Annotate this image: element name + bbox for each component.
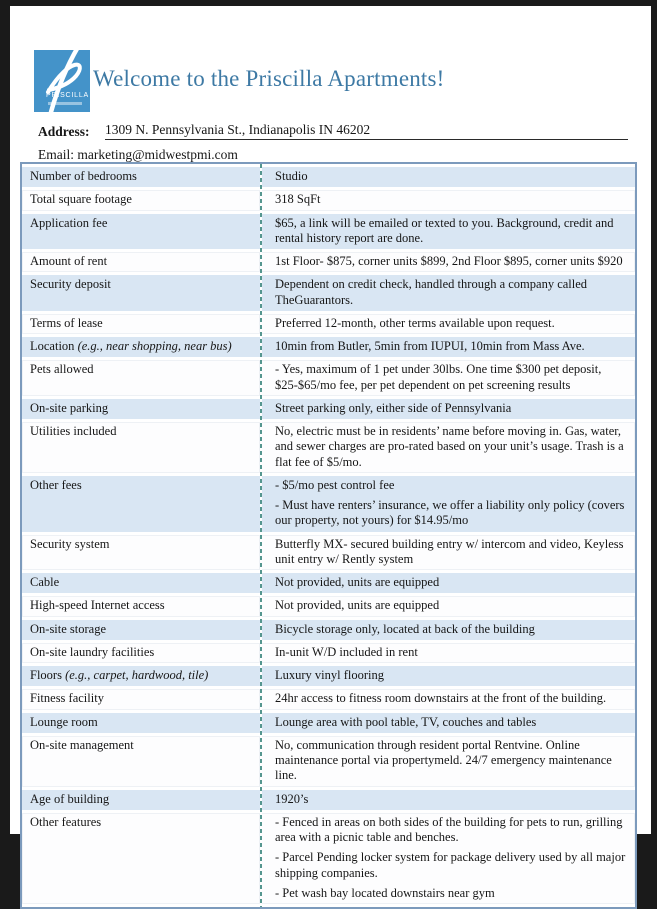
document-page [10, 6, 651, 900]
table-row [22, 736, 635, 787]
row-value [260, 275, 635, 311]
row-value [260, 314, 635, 334]
table-row [22, 535, 635, 571]
row-value-line: $65, a link will be emailed or texted to you. Background, credit and rental history report are done. [275, 215, 614, 245]
table-row [22, 252, 635, 272]
row-value [260, 535, 635, 571]
row-label: Amount of rent [22, 252, 260, 272]
row-value-line: - Pet wash bay located downstairs near gym [275, 885, 495, 900]
row-value-line: Bicycle storage only, located at back of the building [275, 621, 535, 636]
table-row [22, 360, 635, 396]
table-body [22, 167, 635, 904]
row-value-line: - Parcel Pending locker system for package delivery used by all major shipping companies. [275, 850, 626, 880]
row-value-line: 318 SqFt [275, 192, 321, 207]
table-row [22, 596, 635, 616]
row-value-line: - Fenced in areas on both sides of the building for pets to run, grilling area with a picnic table and benches. [275, 814, 623, 844]
row-value-line: No, communication through resident portal Rentvine. Online maintenance portal via propertymeld. 24/7 emergency maintenance line. [275, 737, 612, 783]
row-label: Security system [22, 535, 260, 571]
row-value [260, 813, 635, 904]
row-value-line: No, electric must be in residents’ name before moving in. Gas, water, and sewer charges are pro-rated based on your unit’s usage. Trash is a flat fee of $5/mo. [275, 424, 624, 469]
table-row [22, 713, 635, 733]
details-table-grid [22, 164, 635, 907]
row-value-line: In-unit W/D included in rent [275, 644, 418, 659]
table-row [22, 476, 635, 532]
row-value-line: Street parking only, either side of Pennsylvania [275, 400, 512, 415]
row-label: Age of building [22, 790, 260, 810]
table-row [22, 573, 635, 593]
row-label: Lounge room [22, 713, 260, 733]
table-row [22, 190, 635, 210]
row-label: Terms of lease [22, 314, 260, 334]
table-row [22, 689, 635, 709]
logo-wordmark: PRISCILLA [46, 92, 89, 99]
row-value [260, 790, 635, 810]
row-value [260, 167, 635, 187]
row-label: Location (e.g., near shopping, near bus) [22, 337, 260, 357]
row-label: On-site parking [22, 399, 260, 419]
row-value [260, 573, 635, 593]
row-label: Utilities included [22, 422, 260, 473]
details-table [20, 162, 637, 909]
row-value [260, 337, 635, 357]
row-value [260, 399, 635, 419]
row-label: High-speed Internet access [22, 596, 260, 616]
row-value-line: Lounge area with pool table, TV, couches and tables [275, 714, 537, 729]
row-value [260, 666, 635, 686]
row-label: On-site laundry facilities [22, 643, 260, 663]
table-row [22, 422, 635, 473]
row-value-line: Dependent on credit check, handled through a company called TheGuarantors. [275, 277, 588, 307]
row-label: Number of bedrooms [22, 167, 260, 187]
row-label: Fitness facility [22, 689, 260, 709]
row-value-line: 1920’s [275, 791, 309, 806]
column-divider [260, 164, 262, 907]
table-row [22, 666, 635, 686]
table-row [22, 399, 635, 419]
row-label: Other features [22, 813, 260, 904]
email-link[interactable]: Email: marketing@midwestpmi.com [38, 147, 238, 165]
address-value: 1309 N. Pennsylvania St., Indianapolis IN 46202 [105, 122, 628, 140]
row-label-note: (e.g., carpet, hardwood, tile) [61, 668, 209, 682]
row-value [260, 689, 635, 709]
row-value-line: - Yes, maximum of 1 pet under 30lbs. One time $300 pet deposit, $25-$65/mo fee, per pet dependent on pet screening results [275, 362, 602, 392]
row-value [260, 252, 635, 272]
address-row [38, 122, 628, 140]
table-row [22, 214, 635, 250]
contact-block [38, 122, 628, 165]
table-row [22, 337, 635, 357]
row-label: On-site management [22, 736, 260, 787]
row-value-line: 1st Floor- $875, corner units $899, 2nd Floor $895, corner units $920 [275, 254, 623, 268]
row-value [260, 643, 635, 663]
table-row [22, 167, 635, 187]
logo-tagline-bar [48, 102, 82, 105]
row-label: Floors (e.g., carpet, hardwood, tile) [22, 666, 260, 686]
row-value [260, 214, 635, 250]
row-value [260, 736, 635, 787]
row-value [260, 476, 635, 532]
table-row [22, 314, 635, 334]
row-label: Security deposit [22, 275, 260, 311]
script-p-icon [32, 44, 92, 116]
row-value [260, 713, 635, 733]
row-label: Pets allowed [22, 360, 260, 396]
row-label: Total square footage [22, 190, 260, 210]
row-value [260, 422, 635, 473]
row-label: Other fees [22, 476, 260, 532]
table-row [22, 275, 635, 311]
table-row [22, 643, 635, 663]
row-label-note: (e.g., near shopping, near bus) [74, 339, 232, 353]
row-value-line: - Must have renters’ insurance, we offer a liability only policy (covers our property, not yours) for $14.95/mo [275, 498, 625, 528]
row-value-line: Studio [275, 169, 308, 183]
row-value-line: Preferred 12-month, other terms available upon request. [275, 315, 555, 330]
row-value [260, 596, 635, 616]
priscilla-logo [34, 50, 90, 112]
row-value-line: - $5/mo pest control fee [275, 477, 395, 492]
row-label: On-site storage [22, 620, 260, 640]
page-title: Welcome to the Priscilla Apartments! [93, 66, 445, 91]
row-value-line: Not provided, units are equipped [275, 575, 440, 589]
row-value [260, 360, 635, 396]
row-value-line: Not provided, units are equipped [275, 598, 440, 613]
table-row [22, 620, 635, 640]
row-value-line: Luxury vinyl flooring [275, 668, 385, 682]
table-row [22, 813, 635, 904]
row-value-line: Butterfly MX- secured building entry w/ intercom and video, Keyless unit entry w/ Rently system [275, 536, 624, 566]
row-value-line: 10min from Butler, 5min from IUPUI, 10min from Mass Ave. [275, 339, 585, 353]
row-value [260, 190, 635, 210]
table-row [22, 790, 635, 810]
address-label: Address: [38, 124, 90, 139]
row-label: Cable [22, 573, 260, 593]
row-value [260, 620, 635, 640]
row-label: Application fee [22, 214, 260, 250]
row-value-line: 24hr access to fitness room downstairs at the front of the building. [275, 691, 607, 706]
